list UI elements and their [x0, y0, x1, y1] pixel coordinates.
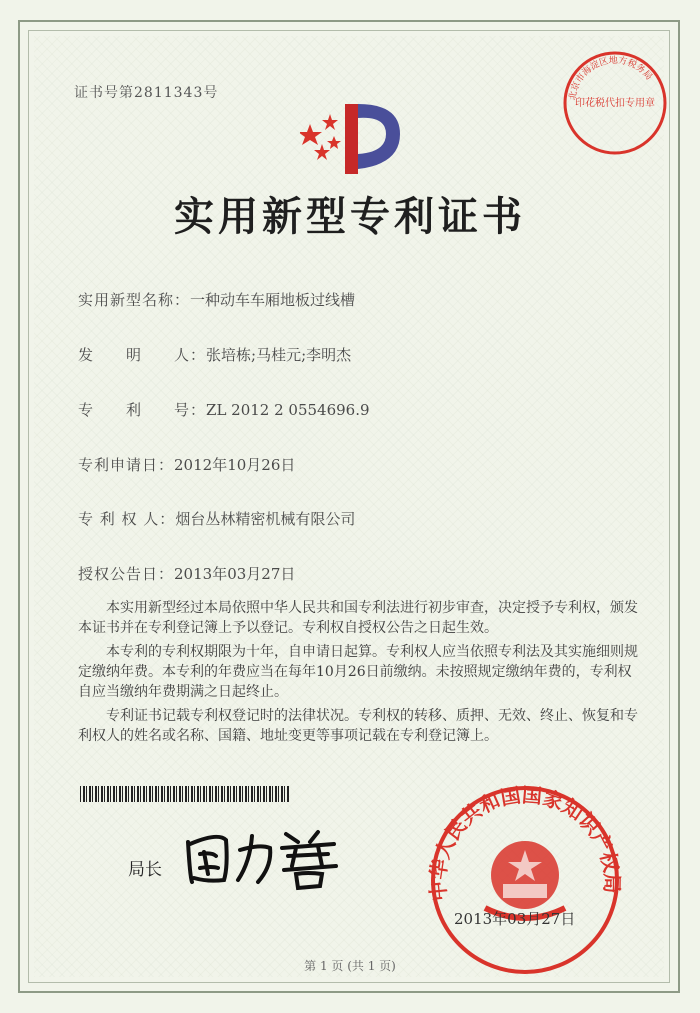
- paragraph-3: 专利证书记载专利权登记时的法律状况。专利权的转移、质押、无效、终止、恢复和专利权人的姓名或名称、国籍、地址变更等事项记载在专利登记簿上。: [78, 708, 638, 744]
- patent-no-value: ZL 2012 2 0554696.9: [206, 401, 370, 419]
- field-patentee: [78, 508, 355, 529]
- inventor-value: 张培栋;马桂元;李明杰: [206, 346, 352, 364]
- patentee-label: 专 利 权 人：: [78, 510, 176, 528]
- seal-date: 2013年03月27日: [454, 910, 576, 928]
- official-seal-ring-text: 中华人民共和国国家知识产权局: [425, 782, 625, 903]
- paragraph-1: 本实用新型经过本局依照中华人民共和国专利法进行初步审查，决定授予专利权，颁发本证书并在专利登记簿上予以登记。专利权自授权公告之日起生效。: [78, 600, 638, 636]
- paragraph-2: 本专利的专利权期限为十年，自申请日起算。专利权人应当依照专利法及其实施细则规定缴纳年费。本专利的年费应当在每年10月26日前缴纳。未按照规定缴纳年费的，专利权自应当缴纳年费期满之日起终止。: [78, 644, 638, 700]
- name-value: 一种动车车厢地板过线槽: [190, 291, 356, 309]
- certificate-body: [78, 598, 638, 750]
- page-footer: 第 1 页 (共 1 页): [304, 959, 396, 973]
- announce-date-label: 授权公告日：: [78, 565, 175, 583]
- tax-stamp: [560, 48, 670, 158]
- field-inventor: [78, 344, 351, 365]
- patent-no-label: 专 利 号：: [78, 401, 207, 419]
- director-signature: [178, 822, 348, 892]
- field-announce-date: [78, 563, 295, 584]
- filing-date-value: 2012年10月26日: [174, 456, 296, 474]
- patentee-value: 烟台丛林精密机械有限公司: [175, 510, 356, 528]
- filing-date-label: 专利申请日：: [78, 456, 175, 474]
- patent-office-logo: [300, 84, 410, 184]
- barcode: [80, 786, 290, 802]
- field-name: [78, 289, 355, 310]
- certificate-title: 实用新型专利证书: [174, 193, 526, 240]
- field-filing-date: [78, 454, 295, 475]
- tax-stamp-inner-text: 印花税代扣专用章: [575, 98, 655, 109]
- director-label: 局长: [128, 860, 162, 880]
- official-seal: [425, 780, 625, 980]
- announce-date-value: 2013年03月27日: [174, 565, 296, 583]
- inventor-label: 发 明 人：: [78, 346, 207, 364]
- name-label: 实用新型名称：: [78, 291, 191, 309]
- field-patent-no: [78, 399, 370, 420]
- tax-stamp-ring-text: 北京市海淀区地方税务局: [567, 55, 654, 101]
- certificate-number: 证书号第2811343号: [74, 85, 219, 101]
